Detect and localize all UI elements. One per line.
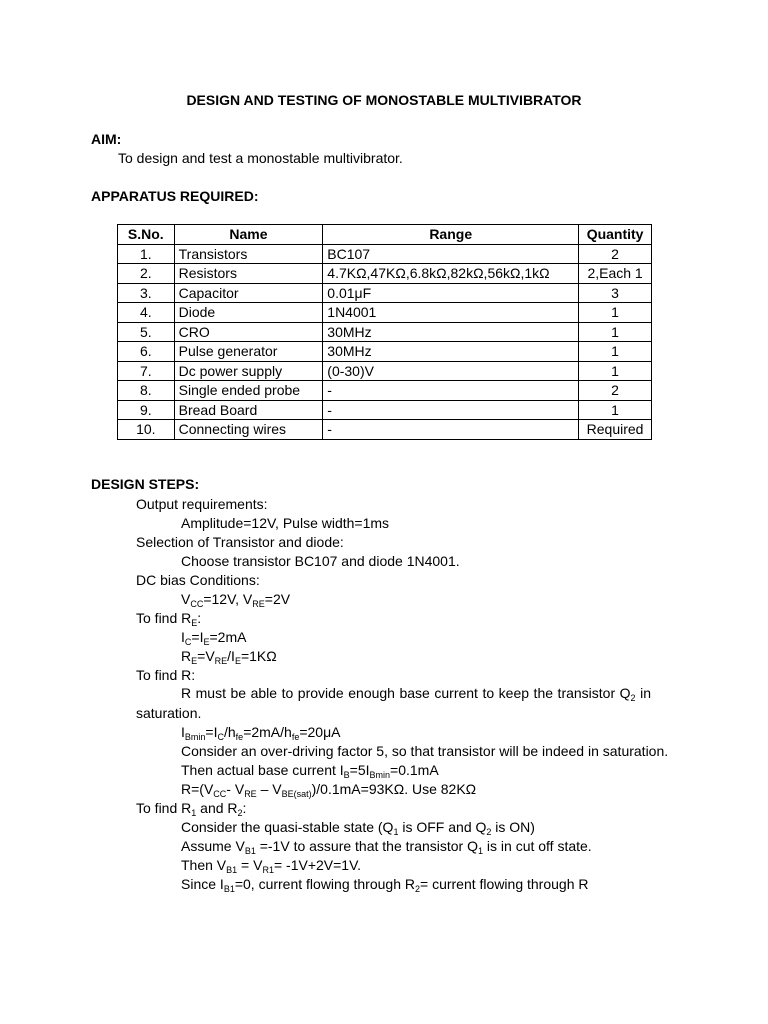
cell-quantity: Required xyxy=(579,420,652,440)
output-requirements-label: Output requirements: xyxy=(136,496,268,512)
cell-name: Transistors xyxy=(174,244,323,264)
cell-range: - xyxy=(323,420,579,440)
design-heading: DESIGN STEPS: xyxy=(91,476,200,492)
cell-range: - xyxy=(323,381,579,401)
cell-sno: 9. xyxy=(118,400,175,420)
cell-quantity: 1 xyxy=(579,303,652,323)
cell-name: Single ended probe xyxy=(174,381,323,401)
cell-range: 0.01μF xyxy=(323,283,579,303)
cell-sno: 8. xyxy=(118,381,175,401)
table-row xyxy=(118,361,652,381)
dc-bias-label: DC bias Conditions: xyxy=(136,572,260,588)
cell-range: (0-30)V xyxy=(323,361,579,381)
table-body xyxy=(118,244,652,439)
cell-range: BC107 xyxy=(323,244,579,264)
overdrive-line: Consider an over-driving factor 5, so that transistor will be indeed in saturation. xyxy=(181,743,669,759)
col-header-sno: S.No. xyxy=(118,225,175,245)
cell-sno: 2. xyxy=(118,264,175,284)
cell-name: Resistors xyxy=(174,264,323,284)
cell-quantity: 2 xyxy=(579,244,652,264)
table-row xyxy=(118,381,652,401)
table-row xyxy=(118,400,652,420)
table-row xyxy=(118,342,652,362)
cell-range: 30MHz xyxy=(323,322,579,342)
table-row xyxy=(118,264,652,284)
find-r-label: To find R: xyxy=(136,667,196,683)
cell-quantity: 2,Each 1 xyxy=(579,264,652,284)
cell-name: Pulse generator xyxy=(174,342,323,362)
cell-sno: 3. xyxy=(118,283,175,303)
table-row xyxy=(118,303,652,323)
aim-text: To design and test a monostable multivibrator. xyxy=(118,150,403,166)
cell-name: CRO xyxy=(174,322,323,342)
ic-ie-line: $I_C=I_E=2mA$ xyxy=(181,629,247,647)
cell-quantity: 2 xyxy=(579,381,652,401)
table-row xyxy=(118,420,652,440)
cell-quantity: 1 xyxy=(579,322,652,342)
cell-sno: 1. xyxy=(118,244,175,264)
cell-quantity: 1 xyxy=(579,342,652,362)
cell-quantity: 1 xyxy=(579,400,652,420)
cell-range: 4.7KΩ,47KΩ,6.8kΩ,82kΩ,56kΩ,1kΩ xyxy=(323,264,579,284)
cell-sno: 4. xyxy=(118,303,175,323)
table-row xyxy=(118,244,652,264)
cell-quantity: 1 xyxy=(579,361,652,381)
col-header-quantity: Quantity xyxy=(579,225,652,245)
table-row xyxy=(118,322,652,342)
cell-sno: 5. xyxy=(118,322,175,342)
apparatus-table xyxy=(117,224,652,440)
saturation-line: saturation. xyxy=(136,705,202,721)
cell-range: 30MHz xyxy=(323,342,579,362)
ibmin-line: $I_{Bmin}=I_C/h_{fe}=2mA/h_{fe}=20\mu A$ xyxy=(181,724,341,742)
cell-name: Bread Board xyxy=(174,400,323,420)
cell-name: Connecting wires xyxy=(174,420,323,440)
amplitude-line: Amplitude=12V, Pulse width=1ms xyxy=(181,515,390,531)
cell-range: 1N4001 xyxy=(323,303,579,323)
cell-name: Diode xyxy=(174,303,323,323)
aim-heading: AIM: xyxy=(91,131,122,147)
actual-base-current-line: Then actual base current $I_B=5I_{Bmin}=0.1mA$ xyxy=(181,762,439,780)
find-r1-r2-label: To find $R_1$ and $R_2$: xyxy=(136,800,247,818)
col-header-range: Range xyxy=(323,225,579,245)
cell-quantity: 3 xyxy=(579,283,652,303)
table-header-row xyxy=(118,225,652,245)
cell-name: Dc power supply xyxy=(174,361,323,381)
choose-line: Choose transistor BC107 and diode 1N4001. xyxy=(181,553,460,569)
page-title: DESIGN AND TESTING OF MONOSTABLE MULTIVIBRATOR xyxy=(186,92,582,108)
vb1-vr1-line: Then $V_{B1} = V_{R1}= -1V+2V=1V$. xyxy=(181,857,362,875)
assume-vb1-line: Assume $V_{B1} =-1V$ to assure that the transistor $Q_1$ is in cut off state. xyxy=(181,838,592,856)
col-header-name: Name xyxy=(174,225,323,245)
cell-sno: 10. xyxy=(118,420,175,440)
r-calc-line: $R=(V_{CC}-$ $V_{RE} - V_{BE(sat)})/0.1mA=93K\Omega$. Use 82KΩ xyxy=(181,781,477,799)
selection-label: Selection of Transistor and diode: xyxy=(136,534,344,550)
cell-sno: 7. xyxy=(118,361,175,381)
vcc-vre-line: $V_{CC}=12V$, $V_{RE}=2V$ xyxy=(181,591,291,609)
ib1-current-line: Since $I_{B1}=0$, current flowing through $R_2=$ current flowing through R xyxy=(181,876,589,894)
re-calc-line: $R_E=V_{RE}/I_E=1K\Omega$ xyxy=(181,648,277,666)
quasi-stable-line: Consider the quasi-stable state ($Q_1$ is OFF and $Q_2$ is ON) xyxy=(181,819,535,837)
cell-range: - xyxy=(323,400,579,420)
find-re-label: To find $R_E$: xyxy=(136,610,202,628)
cell-name: Capacitor xyxy=(174,283,323,303)
cell-sno: 6. xyxy=(118,342,175,362)
r-requirement-line: R must be able to provide enough base current to keep the transistor $Q_2$ in xyxy=(181,685,651,703)
table-row xyxy=(118,283,652,303)
apparatus-heading: APPARATUS REQUIRED: xyxy=(91,188,259,204)
